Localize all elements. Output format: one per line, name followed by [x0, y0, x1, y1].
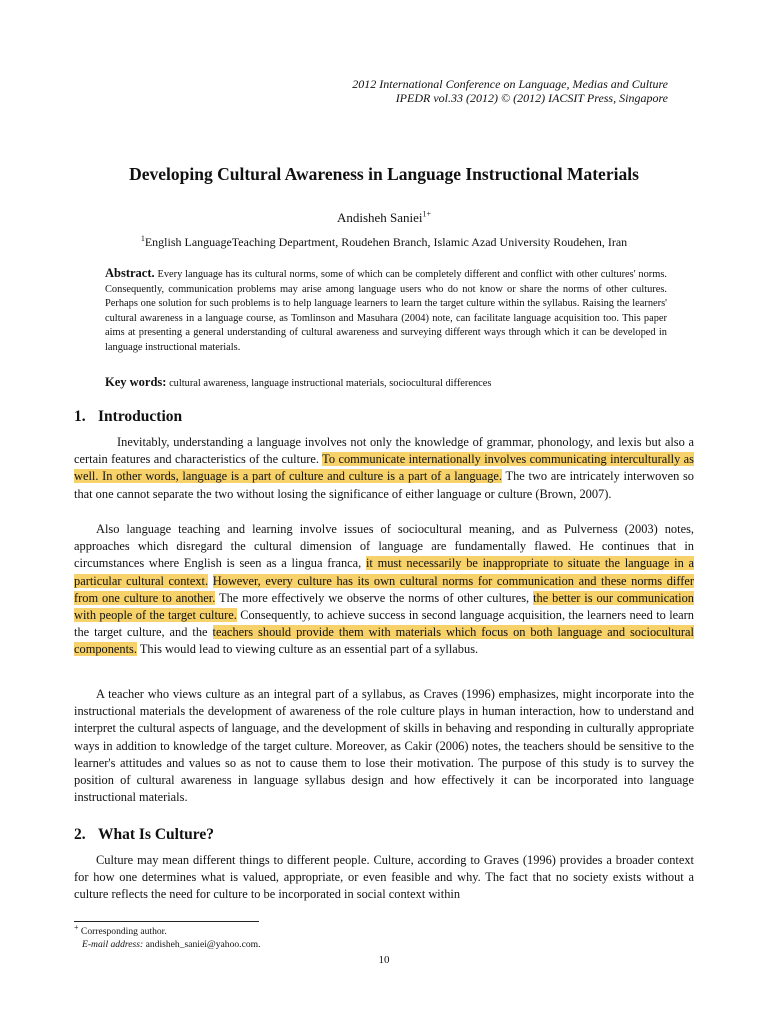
keywords-block: [105, 375, 667, 390]
body-text: Also language teaching and learning involve issues of sociocultural meaning, and as Pulverness (2003) notes, approaches which disregard the cultural dimension of language are fundamentally flawed. He continues that in circumstances where English is seen as a lingua franca,: [74, 522, 694, 571]
affiliation-text: English LanguageTeaching Department, Roudehen Branch, Islamic Azad University Roudehen, Iran: [144, 235, 628, 249]
keywords-text: cultural awareness, language instructional materials, sociocultural differences: [169, 378, 492, 389]
footnote-text: Corresponding author.: [80, 926, 167, 937]
body-text: This would lead to viewing culture as an essential part of a syllabus.: [136, 642, 479, 657]
section-title: What Is Culture?: [98, 826, 214, 843]
intro-paragraph-2: [74, 521, 694, 659]
section-title: Introduction: [98, 408, 183, 425]
highlighted-text: However, every culture has its own cultural norms for communication and these norms differ from one culture to another.: [74, 573, 694, 605]
page-number: 10: [378, 954, 390, 966]
highlighted-text: teachers should provide them with materials which focus on both language and sociocultural components.: [74, 625, 694, 657]
body-text: The more effectively we observe the norms of other cultures,: [215, 590, 534, 605]
intro-paragraph-1: [74, 434, 694, 503]
author-name: Andisheh Saniei: [336, 210, 423, 225]
section-heading-what-is-culture: [74, 826, 214, 844]
footnote-rule: [74, 921, 259, 922]
section-number: 2.: [74, 826, 86, 843]
paper-title: Developing Cultural Awareness in Language Instructional Materials: [129, 164, 639, 184]
section-heading-introduction: [74, 408, 182, 426]
abstract-label: Abstract.: [105, 266, 155, 280]
email-label: E-mail address:: [82, 938, 144, 950]
body-text: Inevitably, understanding a language involves not only the knowledge of grammar, phonology, and lexis but also a certain features and characteristics of the culture.: [74, 435, 694, 467]
affiliation-line: [0, 235, 768, 250]
keywords-label: Key words:: [105, 375, 167, 389]
abstract-block: [105, 266, 667, 356]
culture-paragraph-1: [74, 852, 694, 904]
body-text: The two are intricately interwoven so that one cannot separate the two without losing the significance of either language or culture (Brown, 2007).: [74, 469, 694, 501]
email-address: andisheh_saniei@yahoo.com.: [145, 938, 261, 950]
conference-header: [352, 77, 668, 105]
header-line-2: IPEDR vol.33 (2012) © (2012) IACSIT Press, Singapore: [395, 91, 668, 105]
abstract-text: Every language has its cultural norms, some of which can be completely different and conflict with other cultures' norms. Consequently, communication problems may arise among language users who do not know or share the norms of other cultures. Perhaps one solution for such problems is to help language learners to learn the target culture within the syllabus. Raising the learners' cultural awareness in a language course, as Tomlinson and Masuhara (2004) note, can facilitate language acquisition too. This paper aims at presenting a general understanding of cultural awareness and surveying different ways through which it can be developed in language instructional materials.: [105, 269, 667, 353]
footnote-block: [74, 922, 261, 951]
section-number: 1.: [74, 408, 86, 425]
footnote-line-2: [74, 939, 260, 952]
body-text: Consequently, to achieve success in second language acquisition, the learners need to learn the target culture, and the: [74, 608, 695, 640]
intro-paragraph-3: [74, 686, 694, 806]
affiliation-superscript: 1: [140, 234, 145, 243]
author-superscript: 1+: [422, 209, 432, 219]
highlighted-text: it must necessarily be inappropriate to situate the language in a particular cultural context.: [74, 556, 695, 588]
footnote-marker: +: [74, 922, 79, 932]
body-text: [208, 574, 213, 588]
body-text: Culture may mean different things to different people. Culture, according to Graves (1996) provides a broader context for how one determines what is valued, appropriate, or even feasible and why. The fact that no society exists without a culture reflects the need for culture to be incorporated in social context within: [74, 853, 694, 902]
header-line-1: 2012 International Conference on Language, Medias and Culture: [352, 77, 668, 91]
highlighted-text: To communicate internationally involves communicating interculturally as well. In other words, language is a part of culture and culture is a part of a language.: [74, 452, 694, 484]
body-text: A teacher who views culture as an integral part of a syllabus, as Craves (1996) emphasizes, might incorporate into the instructional materials the development of awareness of the role culture plays in human interaction, how to understand and interpret the cultural aspects of language, and the development of skills in behaving and responding in culturally appropriate ways in addition to knowledge of the target culture. Moreover, as Cakir (2006) notes, the teachers should be sensitive to the learner's attitudes and values so as not to cause them to lose their motivation. The purpose of this study is to survey the position of cultural awareness in language syllabus design and how effectively it can be incorporated into language instructional materials.: [74, 687, 694, 805]
author-line: [0, 210, 768, 226]
highlighted-text: the better is our communication with people of the target culture.: [74, 590, 695, 623]
footnote-line-1: [74, 922, 260, 939]
